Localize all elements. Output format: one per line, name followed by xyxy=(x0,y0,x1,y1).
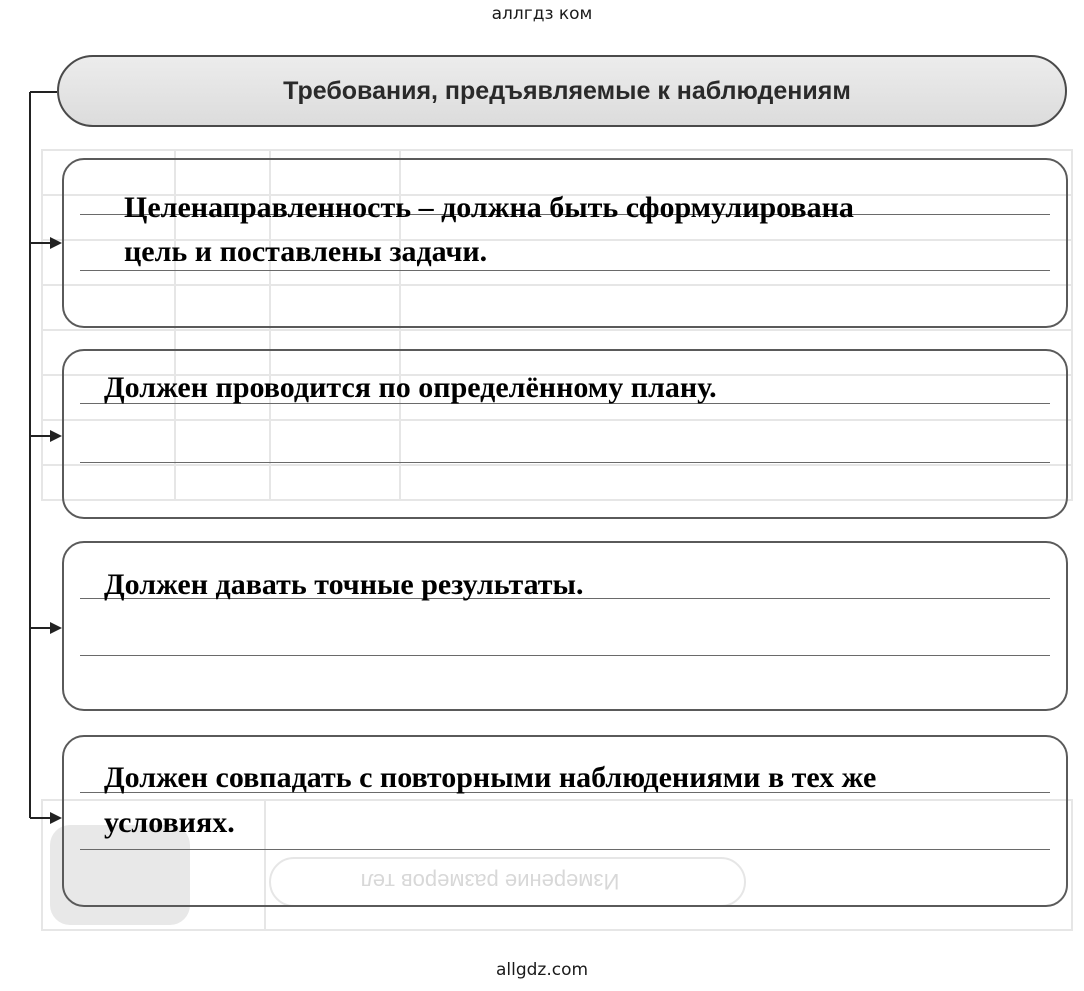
bleed-label: Измерение размеров тел xyxy=(360,869,620,894)
writing-line xyxy=(80,655,1050,656)
watermark-bottom: allgdz.com xyxy=(495,960,589,980)
writing-line xyxy=(80,849,1050,850)
diagram-header xyxy=(57,55,1067,127)
requirement-1-line-1: Целенаправленность – должна быть сформулирована xyxy=(124,191,854,224)
writing-line xyxy=(80,462,1050,463)
arrow-1-icon xyxy=(50,237,62,249)
diagram-header-title: Требования, предъявляемые к наблюдениям xyxy=(283,76,851,105)
requirement-4-line-2: условиях. xyxy=(104,806,235,839)
arrow-3-icon xyxy=(50,622,62,634)
requirement-4-line-1: Должен совпадать с повторными наблюдениями в тех же xyxy=(104,761,877,794)
arrow-4-icon xyxy=(50,812,62,824)
requirement-3-line-1: Должен давать точные результаты. xyxy=(104,568,584,601)
requirement-2-line-1: Должен проводится по определённому плану. xyxy=(104,371,717,404)
requirement-1-line-2: цель и поставлены задачи. xyxy=(124,235,488,268)
watermark-top: аллгдз ком xyxy=(491,4,593,24)
arrow-2-icon xyxy=(50,430,62,442)
